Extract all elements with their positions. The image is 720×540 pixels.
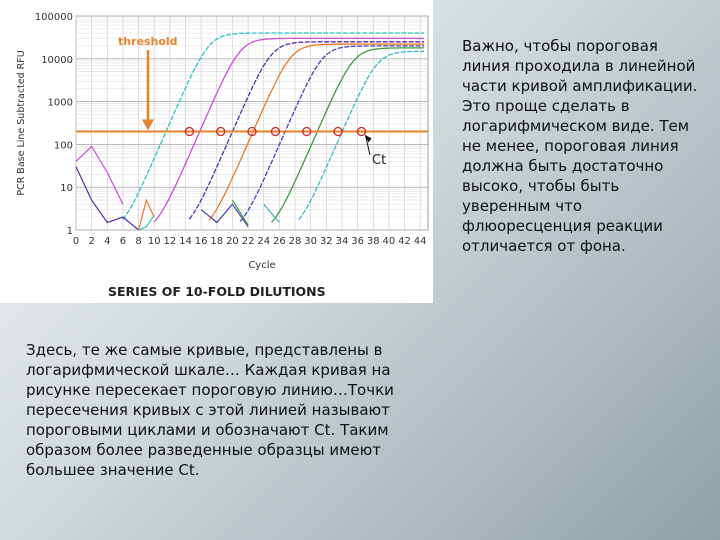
x-tick-label: 2 [88, 236, 95, 247]
x-tick-label: 24 [257, 236, 271, 247]
x-tick-label: 8 [135, 236, 142, 247]
x-tick-label: 0 [72, 236, 80, 247]
x-tick-label: 28 [288, 236, 302, 247]
ct-label: Ct [372, 153, 387, 168]
y-tick-label: 10000 [41, 54, 73, 66]
pcr-amplification-chart [0, 0, 433, 303]
y-axis-label: PCR Base Line Subtracted RFU [16, 50, 27, 196]
y-tick-label: 100000 [34, 12, 73, 23]
x-tick-label: 40 [382, 236, 396, 247]
x-tick-label: 44 [413, 236, 427, 247]
y-tick-label: 10 [60, 183, 73, 195]
x-axis-label: Cycle [248, 260, 276, 271]
chart-caption: SERIES OF 10-FOLD DILUTIONS [108, 284, 326, 299]
threshold-label: threshold [118, 35, 178, 48]
x-tick-label: 42 [398, 236, 411, 247]
x-tick-label: 6 [119, 236, 127, 247]
x-tick-label: 14 [179, 236, 192, 247]
bottom-explanation-text: Здесь, те же самые кривые, представлены в логарифмической шкале… Каждая кривая на рисунке пересекает пороговую линию…Точки пересечения кривых с этой линией называют пороговыми циклами и обозначают Ct. Таким образом более разведенные образцы имеют большее значение Ct. [26, 341, 394, 479]
x-tick-label: 16 [194, 236, 208, 247]
x-tick-label: 4 [104, 236, 111, 247]
x-tick-label: 22 [241, 236, 255, 247]
y-tick-label: 100 [53, 140, 73, 152]
x-tick-label: 10 [147, 236, 161, 247]
x-tick-label: 30 [304, 236, 318, 247]
x-tick-label: 18 [210, 236, 224, 247]
x-tick-label: 38 [366, 236, 380, 247]
plot-area [76, 16, 428, 230]
x-tick-label: 32 [319, 236, 333, 247]
y-tick-label: 1000 [47, 97, 73, 109]
chart-panel [0, 0, 433, 303]
x-tick-label: 20 [226, 236, 239, 247]
x-tick-label: 36 [351, 236, 364, 247]
x-tick-label: 26 [273, 236, 286, 247]
y-tick-label: 1 [66, 226, 73, 237]
x-tick-label: 12 [163, 236, 177, 247]
x-tick-label: 34 [335, 236, 349, 247]
right-explanation-text: Важно, чтобы пороговая линия проходила в линейной части кривой амплификации. Это проще сделать в логарифмическом виде. Тем не менее, пороговая линия должна быть достаточно высоко, чтобы быть уверенным что флюоресценция реакции отличается от фона. [462, 37, 698, 255]
